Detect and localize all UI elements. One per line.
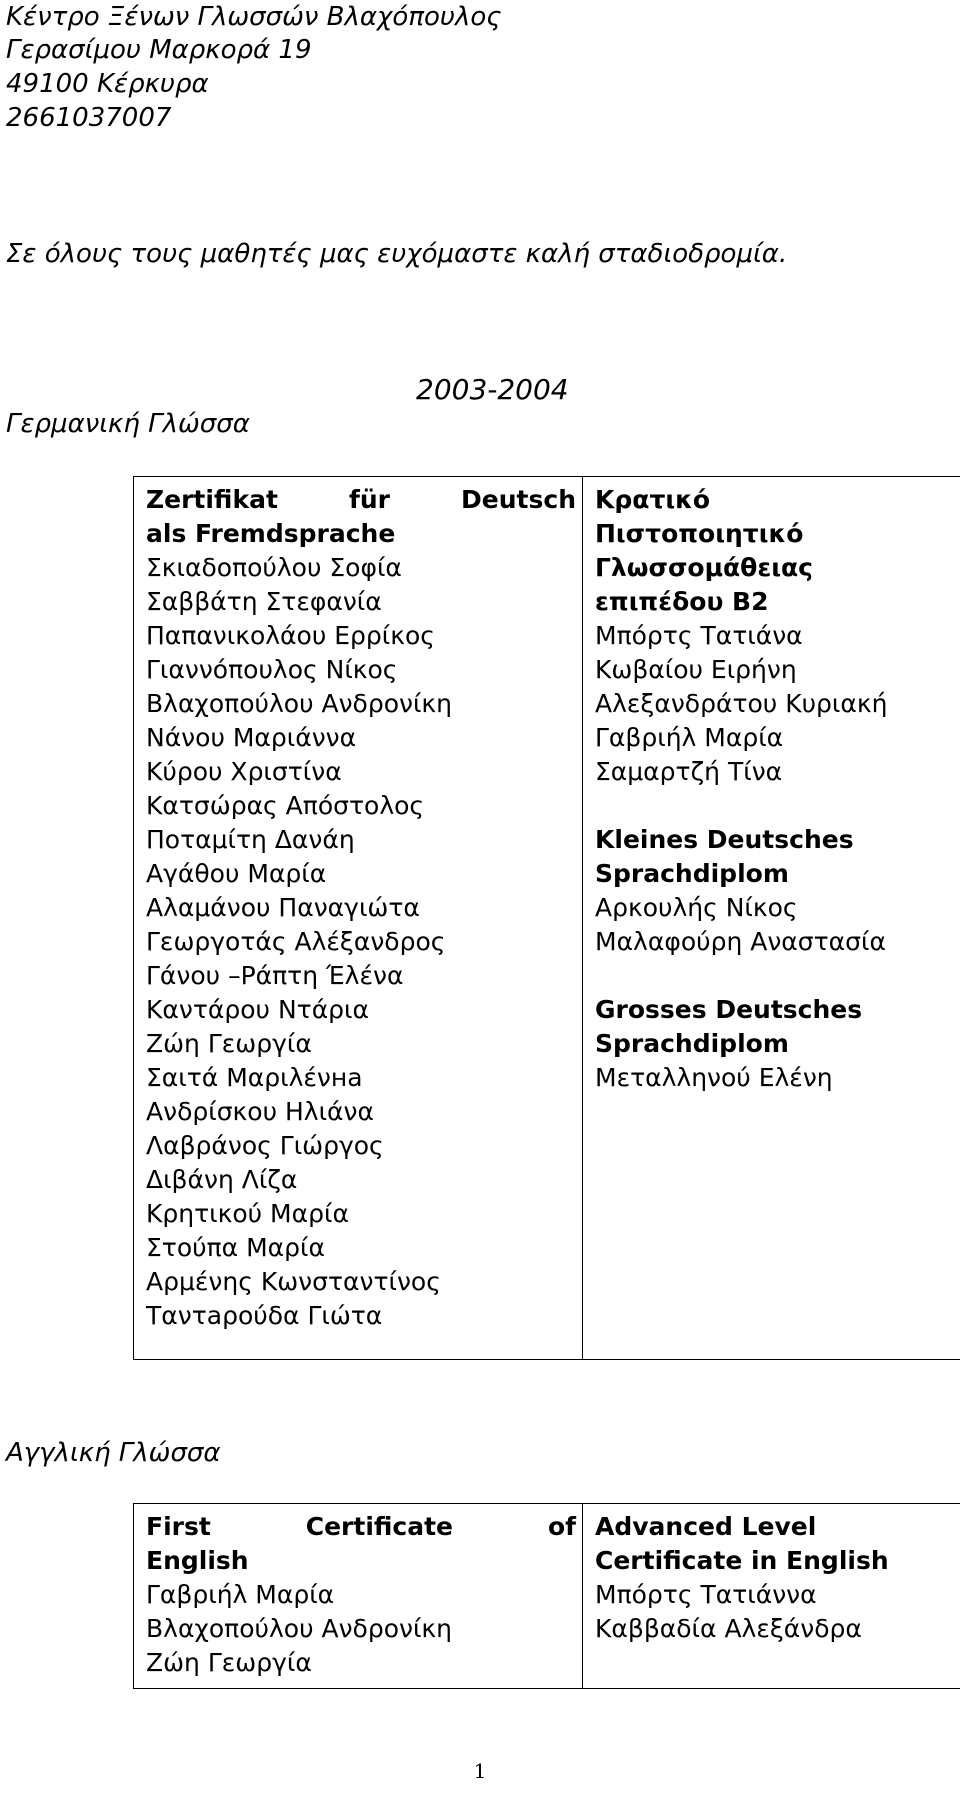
grosses-heading: Sprachdiplom — [595, 1029, 789, 1058]
list-item: Ταντaρούδα Γιώτα — [146, 1301, 383, 1330]
list-item: Κωβαίου Ειρήνη — [595, 655, 797, 684]
list-item: Κύρου Χριστίνα — [146, 757, 342, 786]
list-item: Σαιτά Μαριλένна — [146, 1063, 363, 1092]
list-item: Γιαννόπουλος Νίκος — [146, 655, 398, 684]
advanced-heading: Certificate in English — [595, 1546, 889, 1575]
list-item: Νάνου Μαριάννα — [146, 723, 357, 752]
list-item: Ζώη Γεωργία — [146, 1029, 312, 1058]
list-item: Καντάρου Ντάρια — [146, 995, 369, 1024]
list-item: Μπόρτς Τατιάννα — [595, 1580, 817, 1609]
list-item: Σαμαρτζή Τίνα — [595, 757, 783, 786]
list-item: Κρητικού Μαρία — [146, 1199, 349, 1228]
zertifikat-heading-line1: Zertifikat für Deutsch — [146, 485, 576, 514]
kratiko-heading: επιπέδου Β2 — [595, 587, 769, 616]
page-number: 1 — [473, 1759, 487, 1783]
fce-heading-line1: First Certificate of — [146, 1512, 576, 1541]
fce-cell — [134, 1504, 583, 1689]
list-item: Βλαχοπούλου Ανδρονίκη — [146, 1614, 453, 1643]
list-item: Γαβριήλ Μαρία — [595, 723, 784, 752]
list-item: Αλεξανδράτου Κυριακή — [595, 689, 888, 718]
spacer — [595, 959, 960, 993]
english-certificates-table — [133, 1503, 960, 1689]
list-item: Διβάνη Λίζα — [146, 1165, 298, 1194]
list-item: Γεωργοτάς Αλέξανδρος — [146, 927, 446, 956]
zertifikat-heading-line2: als Fremdsprache — [146, 519, 396, 548]
advanced-cell — [583, 1504, 960, 1689]
german-section-title: Γερμανική Γλώσσα — [6, 409, 250, 439]
list-item: Αγάθου Μαρία — [146, 859, 327, 888]
list-item: Ανδρίσκου Ηλιάνα — [146, 1097, 374, 1126]
zertifikat-cell — [134, 477, 583, 1360]
list-item: Κατσώρας Απόστολος — [146, 791, 425, 820]
list-item: Μεταλληνού Ελένη — [595, 1063, 833, 1092]
list-item: Αρμένης Κωνσταντίνος — [146, 1267, 441, 1296]
greeting-text: Σε όλους τους μαθητές μας ευχόμαστε καλή σταδιοδρομία. — [6, 239, 788, 269]
grosses-heading: Grosses Deutsches — [595, 995, 863, 1024]
list-item: Μαλαφούρη Αναστασία — [595, 927, 886, 956]
list-item: Παπανικολάου Ερρίκος — [146, 621, 435, 650]
kratiko-heading: Γλωσσομάθειας — [595, 553, 813, 582]
list-item: Σαββάτη Στεφανία — [146, 587, 382, 616]
list-item: Σκιαδοπούλου Σοφία — [146, 553, 402, 582]
list-item: Αλαμάνου Παναγιώτα — [146, 893, 420, 922]
fce-heading-line2: English — [146, 1546, 249, 1575]
school-year: 2003-2004 — [416, 373, 569, 406]
list-item: Γαβριήλ Μαρία — [146, 1580, 335, 1609]
german-certificates-table — [133, 476, 960, 1360]
advanced-heading: Advanced Level — [595, 1512, 817, 1541]
list-item: Καββαδία Αλεξάνδρα — [595, 1614, 862, 1643]
list-item: Λαβράνος Γιώργος — [146, 1131, 384, 1160]
list-item: Βλαχοπούλου Ανδρονίκη — [146, 689, 453, 718]
list-item: Αρκουλής Νίκος — [595, 893, 798, 922]
kratiko-heading: Πιστοποιητικό — [595, 519, 804, 548]
school-city: 49100 Κέρκυρα — [6, 69, 209, 99]
school-phone: 2661037007 — [6, 103, 172, 133]
school-name: Κέντρο Ξένων Γλωσσών Βλαχόπουλος — [6, 2, 502, 32]
school-address: Γερασίμου Μαρκορά 19 — [6, 35, 312, 65]
kleines-heading: Kleines Deutsches — [595, 825, 854, 854]
list-item: Μπόρτς Τατιάνα — [595, 621, 803, 650]
list-item: Ζώη Γεωργία — [146, 1648, 312, 1677]
list-item: Ποταμίτη Δανάη — [146, 825, 355, 854]
kratiko-heading: Κρατικό — [595, 485, 711, 514]
spacer — [595, 789, 960, 823]
english-section-title: Αγγλική Γλώσσα — [6, 1438, 221, 1468]
list-item: Γάνου –Ράπτη Έλένα — [146, 961, 404, 990]
kleines-heading: Sprachdiplom — [595, 859, 789, 888]
list-item: Στούπα Μαρία — [146, 1233, 325, 1262]
other-german-certificates-cell — [583, 477, 960, 1360]
